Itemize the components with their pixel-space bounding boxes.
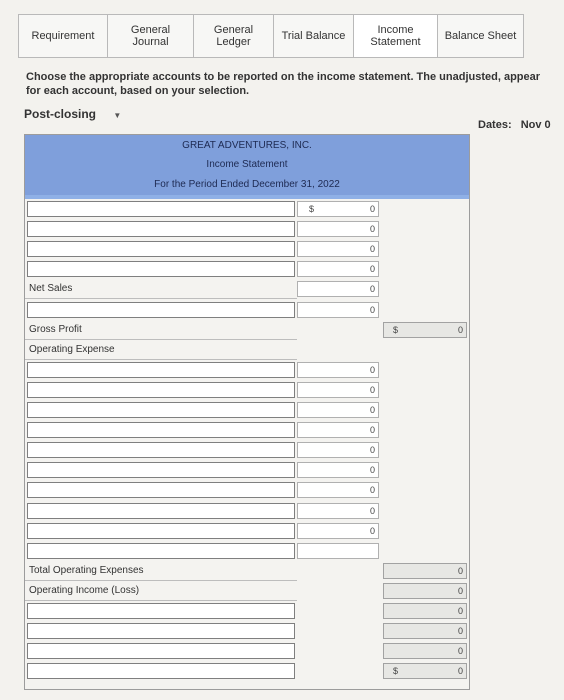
statement-row: [25, 621, 469, 641]
statement-row: [25, 219, 469, 239]
amount-value: 0: [369, 304, 375, 315]
amount-value: 0: [369, 485, 375, 496]
account-input[interactable]: [27, 523, 295, 539]
account-input[interactable]: [27, 482, 295, 498]
account-input[interactable]: [27, 241, 295, 257]
total-value: 0: [457, 585, 463, 596]
statement-row: [25, 340, 469, 360]
amount-value: 0: [369, 465, 375, 476]
account-input[interactable]: [27, 302, 295, 318]
statement-row: [25, 320, 469, 340]
post-closing-dropdown[interactable]: [24, 107, 121, 121]
account-label: Net Sales: [29, 283, 73, 295]
account-input[interactable]: [27, 422, 295, 438]
statement-row: [25, 501, 469, 521]
company-name: GREAT ADVENTURES, INC.: [182, 140, 312, 151]
dropdown-value: Post-closing: [24, 107, 97, 121]
account-input[interactable]: [27, 362, 295, 378]
amount-value: 0: [369, 224, 375, 235]
statement-row: [25, 581, 469, 601]
chevron-down-icon: ▼: [113, 111, 122, 120]
amount-value: 0: [369, 384, 375, 395]
account-label: Operating Income (Loss): [29, 584, 140, 596]
account-input[interactable]: [27, 442, 295, 458]
tab-general-journal[interactable]: General Journal: [108, 14, 194, 58]
amount-value: [297, 543, 375, 559]
account-input[interactable]: [27, 462, 295, 478]
statement-row: [25, 259, 469, 279]
amount-value: 0: [369, 284, 375, 295]
statement-row: [25, 460, 469, 480]
total-value: 0: [457, 606, 463, 616]
account-input[interactable]: [27, 643, 295, 659]
dates-value: Nov 0: [520, 119, 551, 131]
account-input[interactable]: [27, 382, 295, 398]
instructions-text: Choose the appropriate accounts to be reported on the income statement. The unadjusted, appear for each account, based on your selection.: [26, 71, 541, 97]
statement-row: [25, 239, 469, 259]
statement-row: [25, 300, 469, 320]
total-value: 0: [457, 646, 463, 657]
account-input[interactable]: [27, 221, 295, 237]
amount-value: 0: [369, 204, 375, 214]
account-input[interactable]: [27, 663, 295, 679]
account-input[interactable]: [27, 623, 295, 639]
account-input[interactable]: [27, 261, 295, 277]
total-value: 0: [457, 565, 463, 576]
tab-balance-sheet[interactable]: Balance Sheet: [438, 14, 524, 58]
tab-general-ledger[interactable]: General Ledger: [194, 14, 274, 58]
statement-row: [25, 279, 469, 299]
account-label: Gross Profit: [29, 323, 82, 335]
statement-row: [25, 420, 469, 440]
statement-period: For the Period Ended December 31, 2022: [154, 179, 340, 190]
currency-symbol: $: [393, 666, 399, 677]
tab-bar: [18, 14, 524, 58]
income-statement-worksheet: [24, 134, 470, 690]
statement-row: [25, 199, 469, 219]
tab-requirement[interactable]: Requirement: [18, 14, 108, 58]
account-input[interactable]: [27, 603, 295, 619]
dates-label-text: Dates:: [478, 119, 512, 131]
statement-row: [25, 541, 469, 561]
statement-row: [25, 480, 469, 500]
amount-value: 0: [369, 445, 375, 456]
account-input[interactable]: [27, 543, 295, 559]
amount-value: 0: [369, 244, 375, 255]
total-value: 0: [457, 666, 463, 677]
statement-row: [25, 661, 469, 681]
amount-value: 0: [369, 505, 375, 516]
amount-value: 0: [369, 405, 375, 415]
account-input[interactable]: [27, 402, 295, 418]
amount-value: 0: [369, 264, 375, 275]
amount-value: 0: [369, 425, 375, 436]
tab-trial-balance[interactable]: Trial Balance: [274, 14, 354, 58]
tab-income-statement[interactable]: Income Statement: [354, 14, 438, 58]
amount-value: 0: [369, 525, 375, 536]
statement-row: [25, 360, 469, 380]
total-value: 0: [457, 626, 463, 637]
statement-row: [25, 521, 469, 541]
statement-row: [25, 400, 469, 420]
currency-symbol: $: [393, 324, 399, 335]
statement-row: [25, 561, 469, 581]
statement-row: [25, 641, 469, 661]
statement-row: [25, 601, 469, 621]
account-input[interactable]: [27, 503, 295, 519]
statement-header: [25, 135, 469, 199]
statement-title: Income Statement: [206, 159, 288, 170]
account-label: Operating Expense: [29, 343, 115, 355]
dates-label: [478, 119, 551, 131]
currency-symbol: $: [309, 204, 315, 214]
account-label: Total Operating Expenses: [29, 564, 144, 576]
total-value: 0: [457, 324, 463, 335]
account-input[interactable]: [27, 201, 295, 217]
amount-value: 0: [369, 364, 375, 375]
statement-row: [25, 380, 469, 400]
statement-row: [25, 440, 469, 460]
